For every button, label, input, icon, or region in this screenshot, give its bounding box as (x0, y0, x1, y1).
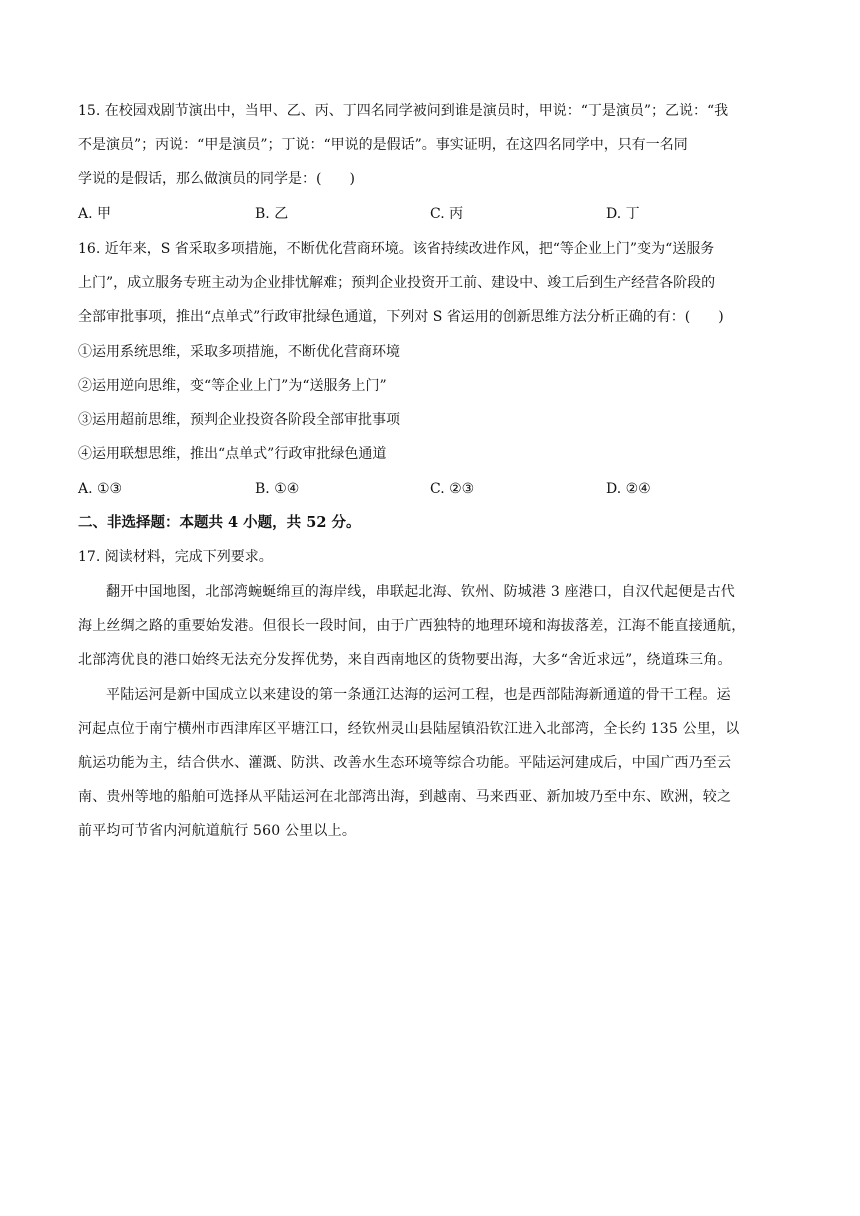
q16-option-c: C. ②③ (430, 481, 475, 497)
q15-option-c: C. 丙 (430, 206, 464, 222)
q17-para2-line-4: 南、贵州等地的船舶可选择从平陆运河在北部湾出海，到越南、马来西亚、新加坡乃至中东、欧洲，较之 (78, 789, 732, 805)
q16-option-a: A. ①③ (78, 481, 123, 497)
q15-option-d: D. 丁 (606, 206, 640, 222)
q16-statement-3: ③运用超前思维，预判企业投资各阶段全部审批事项 (78, 412, 400, 428)
q16-stem-line-2: 上门”，成立服务专班主动为企业排忧解难；预判企业投资开工前、建设中、竣工后到生产经营各阶段的 (78, 275, 716, 291)
q16-stem-line-1: 16. 近年来，S 省采取多项措施，不断优化营商环境。该省持续改进作风，把“等企业上门”变为“送服务 (78, 241, 715, 257)
q17-para2-line-3: 航运功能为主，结合供水、灌溉、防洪、改善水生态环境等综合功能。平陆运河建成后，中国广西乃至云 (78, 755, 732, 771)
section-2-heading: 二、非选择题：本题共 4 小题，共 52 分。 (78, 514, 361, 531)
q15-stem-line-3: 学说的是假话，那么做演员的同学是：( ) (78, 171, 355, 187)
q17-para1-line-1: 翻开中国地图，北部湾蜿蜒绵亘的海岸线，串联起北海、钦州、防城港 3 座港口，自汉代起便是古代 (106, 584, 736, 600)
q16-option-d: D. ②④ (606, 481, 651, 497)
q16-option-b: B. ①④ (255, 481, 300, 497)
q17-prompt: 17. 阅读材料，完成下列要求。 (78, 549, 273, 565)
q17-para1-line-2: 海上丝绸之路的重要始发港。但很长一段时间，由于广西独特的地理环境和海拔落差，江海不能直接通航， (78, 618, 746, 634)
q15-option-a: A. 甲 (78, 206, 112, 222)
q17-para2-line-5: 前平均可节省内河航道航行 560 公里以上。 (78, 823, 357, 839)
q17-para2-line-2: 河起点位于南宁横州市西津库区平塘江口，经钦州灵山县陆屋镇沿钦江进入北部湾，全长约 135 公里，以 (78, 721, 740, 737)
q16-statement-2: ②运用逆向思维，变“等企业上门”为“送服务上门” (78, 378, 387, 394)
q15-stem-line-2: 不是演员”；丙说：“甲是演员”；丁说：“甲说的是假话”。事实证明，在这四名同学中，只有一名同 (78, 137, 688, 153)
q17-para1-line-3: 北部湾优良的港口始终无法充分发挥优势，来自西南地区的货物要出海，大多“舍近求远”，绕道珠三角。 (78, 652, 732, 668)
q16-stem-line-3: 全部审批事项，推出“点单式”行政审批绿色通道，下列对 S 省运用的创新思维方法分析正确的有：( ) (78, 309, 724, 325)
q17-para2-line-1: 平陆运河是新中国成立以来建设的第一条通江达海的运河工程，也是西部陆海新通道的骨干工程。运 (106, 687, 731, 703)
q16-options (78, 479, 788, 499)
q16-statement-4: ④运用联想思维，推出“点单式”行政审批绿色通道 (78, 446, 387, 462)
q15-option-b: B. 乙 (255, 206, 289, 222)
q16-statement-1: ①运用系统思维，采取多项措施，不断优化营商环境 (78, 344, 400, 360)
q15-options (78, 204, 788, 224)
q15-stem-line-1: 15. 在校园戏剧节演出中，当甲、乙、丙、丁四名同学被问到谁是演员时，甲说：“丁是演员”；乙说：“我 (78, 103, 729, 119)
